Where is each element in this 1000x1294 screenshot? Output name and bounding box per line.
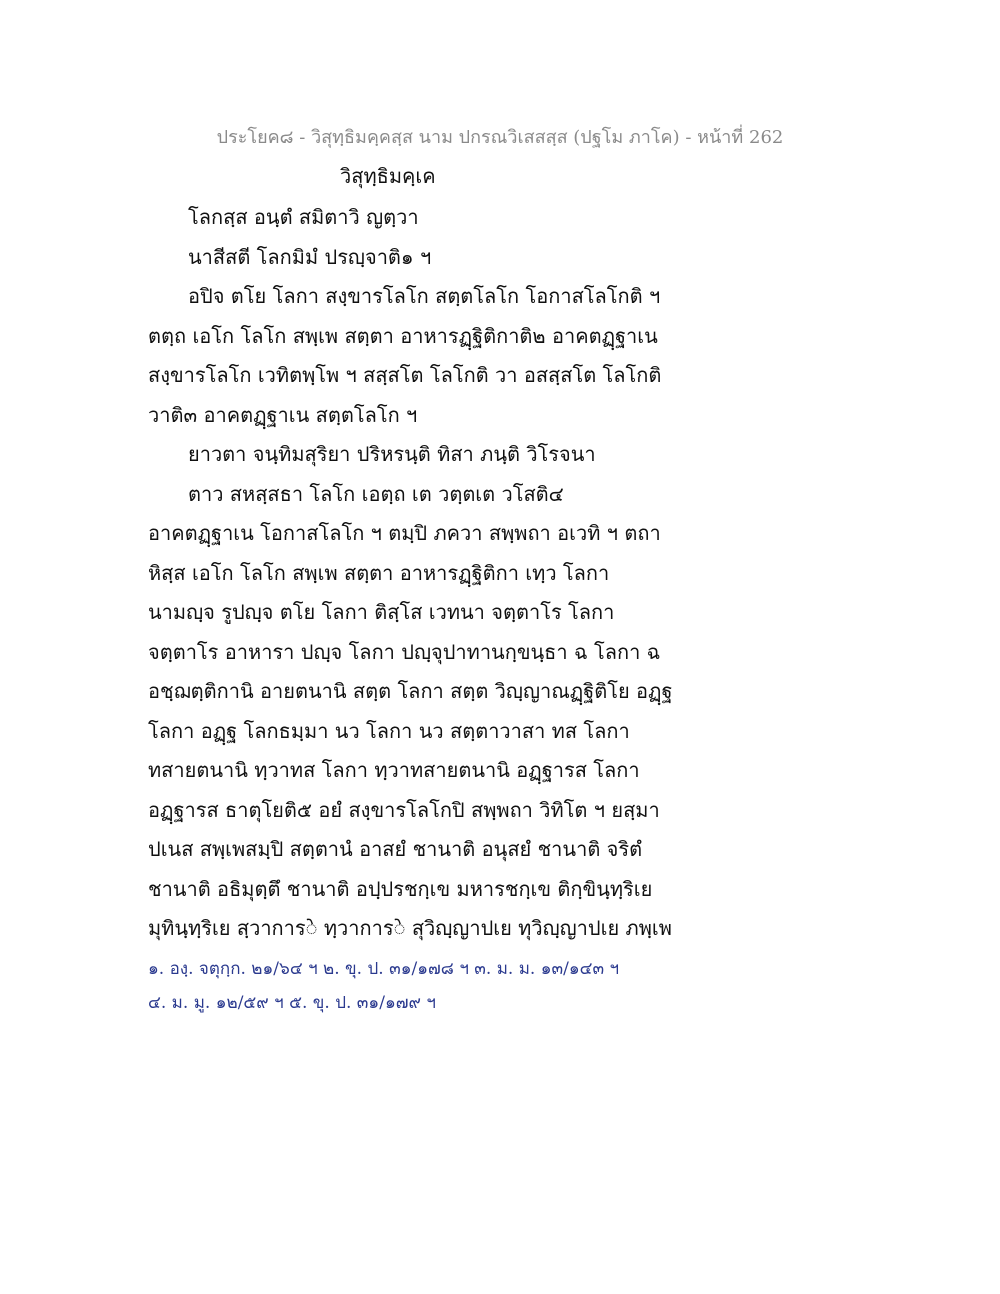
paragraph-line: วาติ๓ อาคตฏฺฐาเน สตฺตโลโก ฯ (148, 402, 418, 427)
verse-line: นาสีสตี โลกมิมํ ปรญฺจาติ๑ ฯ (188, 244, 432, 269)
footnote-line: ๔. ม. มู. ๑๒/๕๙ ฯ ๕. ขุ. ป. ๓๑/๑๗๙ ฯ (148, 993, 436, 1013)
paragraph-line: จตฺตาโร อาหารา ปญฺจ โลกา ปญฺจุปาทานกฺขนฺธา ฉ โลกา ฉ (148, 639, 661, 664)
paragraph-line: สงฺขารโลโก เวทิตพฺโพ ฯ สสฺสโต โลโกติ วา อสสฺสโต โลโกติ (148, 363, 662, 387)
paragraph-line: อชฺฌตฺติกานิ อายตนานิ สตฺต โลกา สตฺต วิญฺญาณฏฺฐิติโย อฏฺฐ (148, 679, 673, 703)
paragraph-line: ปเนส สพฺเพสมฺปิ สตฺตานํ อาสยํ ชานาติ อนุสยํ ชานาติ จริตํ (148, 837, 643, 861)
paragraph-line: ตตฺถ เอโก โลโก สพฺเพ สตฺตา อาหารฏฺฐิติกาติ๒ อาคตฏฺฐาเน (148, 323, 658, 348)
paragraph-line: มุทินฺทฺริเย สฺวาการे ทฺวาการे สุวิญฺญาปเย ทุวิญฺญาปเย ภพฺเพ (148, 916, 672, 940)
paragraph-line: หิสฺส เอโก โลโก สพฺเพ สตฺตา อาหารฏฺฐิติกา เทฺว โลกา (148, 560, 610, 585)
verse-line: ตาว สหสฺสธา โลโก เอตฺถ เต วตฺตเต วโสติ๔ (188, 481, 564, 506)
footnotes (148, 952, 708, 1020)
section-title: วิสุทฺธิมคฺเค (340, 164, 436, 188)
verse-line: ยาวตา จนฺทิมสุริยา ปริหรนฺติ ทิสา ภนฺติ วิโรจนา (188, 442, 596, 466)
footnote-line: ๑. องฺ. จตุกฺก. ๒๑/๖๔ ฯ ๒. ขุ. ป. ๓๑/๑๗๘ ฯ ๓. ม. ม. ๑๓/๑๔๓ ฯ (148, 959, 620, 979)
paragraph-line: นามญฺจ รูปญฺจ ตโย โลกา ติสฺโส เวทนา จตฺตาโร โลกา (148, 600, 615, 624)
paragraph-line: อาคตฏฺฐาเน โอกาสโลโก ฯ ตมฺปิ ภควา สพฺพถา อเวทิ ฯ ตถา (148, 521, 661, 545)
paragraph-line: อปิจ ตโย โลกา สงฺขารโลโก สตฺตโลโก โอกาสโลโกติ ฯ (188, 284, 661, 308)
body-text (148, 198, 708, 949)
paragraph-line: อฏฺฐารส ธาตุโยติ๕ อยํ สงฺขารโลโกปิ สพฺพถา วิทิโต ฯ ยสฺมา (148, 797, 660, 822)
paragraph-line: ชานาติ อธิมุตฺตึ ชานาติ อปฺปรชกฺเข มหารชกฺเข ติกฺขินฺทฺริเย (148, 876, 653, 901)
running-header: ประโยค๘ - วิสุทฺธิมคฺคสฺส นาม ปกรณวิเสสสฺส (ปฐโม ภาโค) - หน้าที่ 262 (216, 127, 784, 148)
verse-line: โลกสฺส อนฺตํ สมิตาวิ ญตฺวา (188, 205, 419, 229)
paragraph-line: ทสายตนานิ ทฺวาทส โลกา ทฺวาทสายตนานิ อฏฺฐารส โลกา (148, 758, 640, 782)
paragraph-line: โลกา อฏฺฐ โลกธมฺมา นว โลกา นว สตฺตาวาสา ทส โลกา (148, 718, 630, 743)
